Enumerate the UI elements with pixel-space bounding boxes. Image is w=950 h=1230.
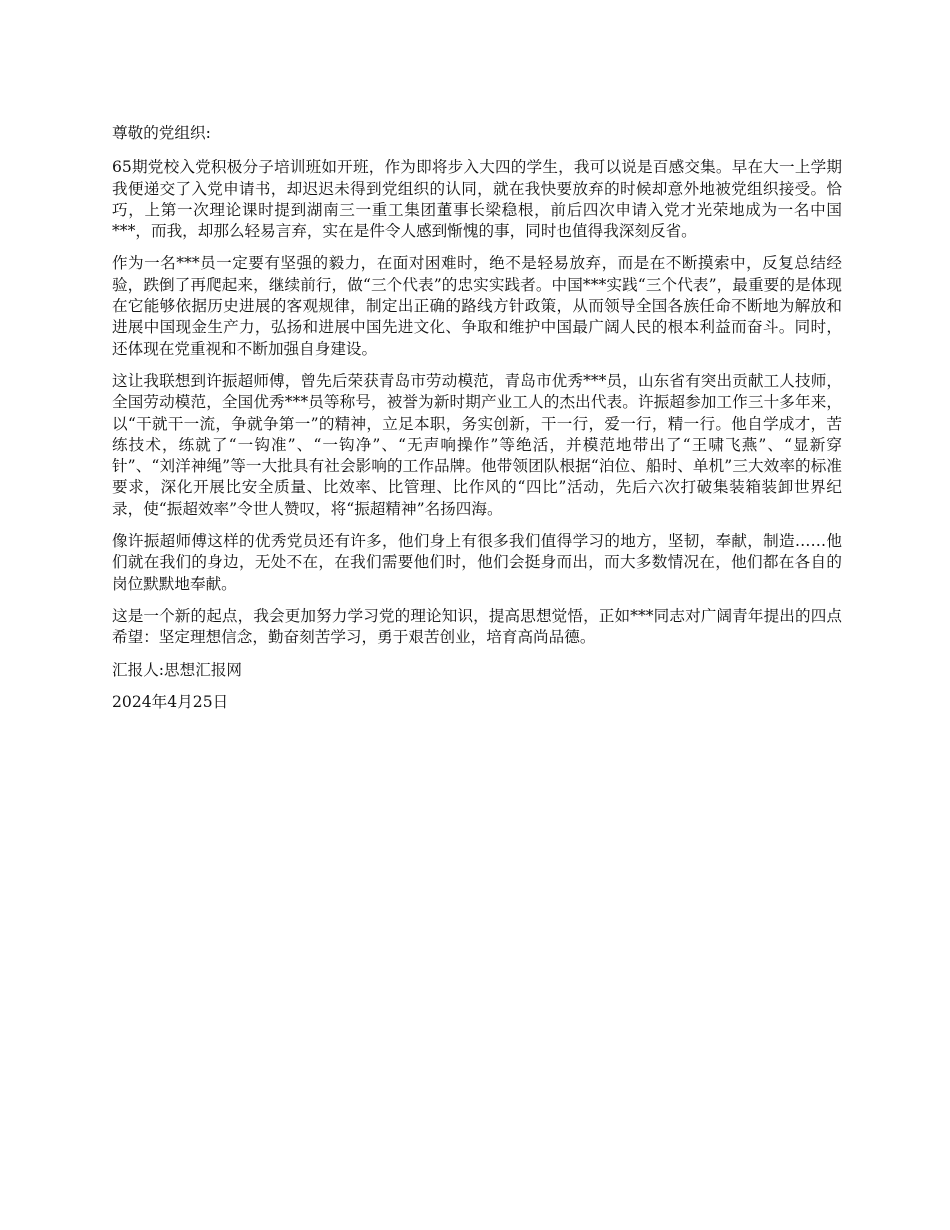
body-paragraph-5: 这是一个新的起点，我会更加努力学习党的理论知识，提高思想觉悟，正如***同志对广阔青年提出的四点希望：坚定理想信念，勤奋刻苦学习，勇于艰苦创业，培育高尚品德。 [112, 606, 842, 647]
body-paragraph-1: 65期党校入党积极分子培训班如开班，作为即将步入大四的学生，我可以说是百感交集。早在大一上学期我便递交了入党申请书，却迟迟未得到党组织的认同，就在我快要放弃的时候却意外地被党组织接受。恰巧，上第一次理论课时提到湖南三一重工集团董事长梁稳根，前后四次申请入党才光荣地成为一名中国***，而我，却那么轻易言弃，实在是件令人感到惭愧的事，同时也值得我深刻反省。 [112, 158, 842, 241]
body-paragraph-2: 作为一名***员一定要有坚强的毅力，在面对困难时，绝不是轻易放弃，而是在不断摸索中，反复总结经验，跌倒了再爬起来，继续前行，做“三个代表”的忠实实践者。中国***实践“三个代表”，最重要的是体现在它能够依据历史进展的客观规律，制定出正确的路线方针政策，从而领导全国各族任命不断地为解放和进展中国现金生产力，弘扬和进展中国先进文化、争取和维护中国最广阔人民的根本利益而奋斗。同时，还体现在党重视和不断加强自身建设。 [112, 254, 842, 358]
salutation: 尊敬的党组织: [112, 124, 211, 142]
date: 2024年4月25日 [112, 692, 229, 711]
signature: 汇报人:思想汇报网 [112, 660, 243, 679]
document-page [112, 123, 842, 724]
body-paragraph-3: 这让我联想到许振超师傅，曾先后荣获青岛市劳动模范，青岛市优秀***员，山东省有突出贡献工人技师，全国劳动模范，全国优秀***员等称号，被誉为新时期产业工人的杰出代表。许振超参加工作三十多年来，以“干就干一流，争就争第一”的精神，立足本职，务实创新，干一行，爱一行，精一行。他自学成才，苦练技术，练就了“一钩准”、“一钩净”、“无声响操作”等绝活，并模范地带出了“王啸飞燕”、“显新穿针”、“刘洋神绳”等一大批具有社会影响的工作品牌。他带领团队根据“泊位、船时、单机”三大效率的标准要求，深化开展比安全质量、比效率、比管理、比作风的“四比”活动，先后六次打破集装箱装卸世界纪录，使“振超效率”令世人赞叹，将“振超精神”名扬四海。 [112, 371, 842, 518]
body-paragraph-4: 像许振超师傅这样的优秀党员还有许多，他们身上有很多我们值得学习的地方，坚韧，奉献，制造……他们就在我们的身边，无处不在，在我们需要他们时，他们会挺身而出，而大多数情况在，他们都在各自的岗位默默地奉献。 [112, 532, 842, 593]
